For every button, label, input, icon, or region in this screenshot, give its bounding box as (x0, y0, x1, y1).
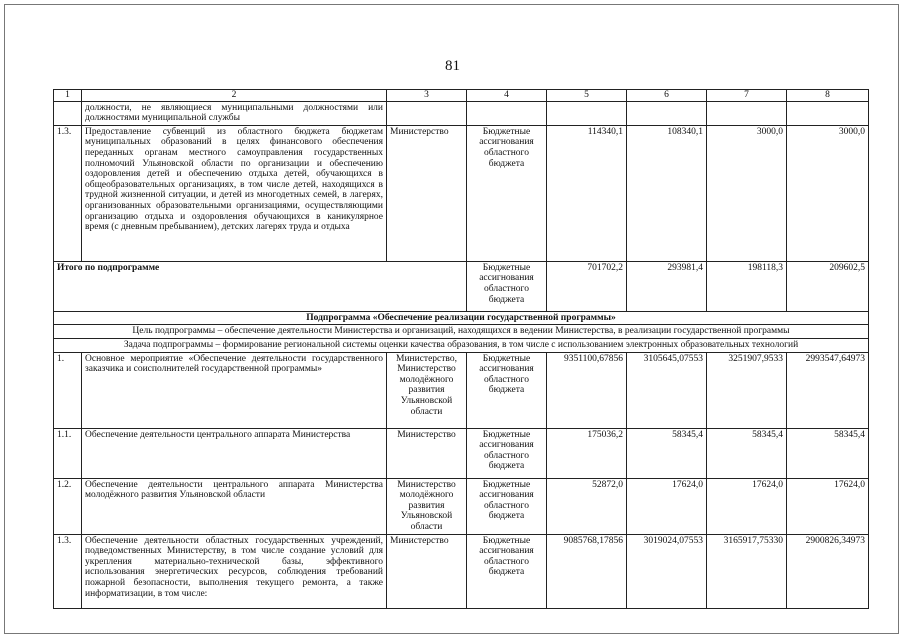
row-value-5: 9351100,67856 (547, 352, 627, 428)
row-value-5: 9085768,17856 (547, 534, 627, 608)
row-executor: Министерство, Министерство молодёжного развития Ульяновской области (387, 352, 467, 428)
row-value-7: 58345,4 (707, 428, 787, 478)
col-header-2: 2 (82, 90, 387, 102)
total-row (54, 261, 869, 311)
col-header-8: 8 (787, 90, 869, 102)
row-value-7: 3000,0 (707, 125, 787, 261)
table-row (54, 478, 869, 534)
subprogram-title: Подпрограмма «Обеспечение реализации государственной программы» (54, 311, 869, 325)
row-value-7: 3251907,9533 (707, 352, 787, 428)
table-row (54, 101, 869, 125)
row-value-7: 198118,3 (707, 261, 787, 311)
budget-table (53, 89, 869, 609)
row-number: 1.1. (54, 428, 82, 478)
row-source: Бюджетные ассигнования областного бюджета (467, 125, 547, 261)
header-row (54, 90, 869, 102)
row-number: 1. (54, 352, 82, 428)
row-value-5: 114340,1 (547, 125, 627, 261)
col-header-4: 4 (467, 90, 547, 102)
row-value-7: 17624,0 (707, 478, 787, 534)
row-value-8: 209602,5 (787, 261, 869, 311)
row-value-6: 3105645,07553 (627, 352, 707, 428)
row-source: Бюджетные ассигнования областного бюджета (467, 534, 547, 608)
row-value-8: 58345,4 (787, 428, 869, 478)
row-text: Предоставление субвенций из областного бюджета бюджетам муниципальных образований в целях финансового обеспечения переданных органам местного самоуправления государственных полномочий Ульяновской области по организации и обеспечению оздоровления детей и обеспечению отдыха детей, обучающихся в общеобразовательных организациях, в том числе детей, находящихся в трудной жизненной ситуации, и детей из многодетных семей, в лагерях, организованных образовательными организациями, осуществляющими организацию отдыха и оздоровления обучающихся в каникулярное время (с дневным пребыванием), детских лагерях труда и отдыха (82, 125, 387, 261)
row-number: 1.3. (54, 125, 82, 261)
subprogram-task: Задача подпрограммы – формирование региональной системы оценки качества образования, в том числе с использованием электронных образовательных технологий (54, 338, 869, 352)
page-number: 81 (445, 58, 460, 74)
row-text: Основное мероприятие «Обеспечение деятельности государственного заказчика и соисполнителей государственной программы» (82, 352, 387, 428)
table-row (54, 428, 869, 478)
row-value-6: 58345,4 (627, 428, 707, 478)
row-executor: Министерство (387, 428, 467, 478)
row-source: Бюджетные ассигнования областного бюджета (467, 428, 547, 478)
row-source: Бюджетные ассигнования областного бюджета (467, 261, 547, 311)
total-label: Итого по подпрограмме (54, 261, 467, 311)
row-number: 1.3. (54, 534, 82, 608)
row-value-6: 293981,4 (627, 261, 707, 311)
row-text: Обеспечение деятельности областных государственных учреждений, подведомственных Министерству, в том числе создание условий для укрепления материально-технической базы, эффективного использования энергетических ресурсов, соблюдения требований пожарной безопасности, выполнения текущего ремонта, а также информатизации, в том числе: (82, 534, 387, 608)
row-value-8: 17624,0 (787, 478, 869, 534)
table-row (54, 125, 869, 261)
row-value-6: 17624,0 (627, 478, 707, 534)
table-row (54, 534, 869, 608)
row-text: Обеспечение деятельности центрального аппарата Министерства (82, 428, 387, 478)
row-executor: Министерство (387, 534, 467, 608)
row-value-7: 3165917,75330 (707, 534, 787, 608)
goal-row (54, 325, 869, 339)
row-source: Бюджетные ассигнования областного бюджета (467, 478, 547, 534)
row-value-5: 175036,2 (547, 428, 627, 478)
row-value-5: 701702,2 (547, 261, 627, 311)
row-text: Обеспечение деятельности центрального аппарата Министерства молодёжного развития Ульяновской области (82, 478, 387, 534)
subprogram-goal: Цель подпрограммы – обеспечение деятельности Министерства и организаций, находящихся в ведении Министерства, в реализации государственной программы (54, 325, 869, 339)
col-header-7: 7 (707, 90, 787, 102)
row-text: должности, не являющиеся муниципальными должностями или должностями муниципальной службы (82, 101, 387, 125)
row-value-6: 3019024,07553 (627, 534, 707, 608)
row-value-6: 108340,1 (627, 125, 707, 261)
col-header-6: 6 (627, 90, 707, 102)
row-value-5: 52872,0 (547, 478, 627, 534)
subprogram-row (54, 311, 869, 325)
row-number: 1.2. (54, 478, 82, 534)
row-value-8: 2900826,34973 (787, 534, 869, 608)
row-executor: Министерство (387, 125, 467, 261)
col-header-5: 5 (547, 90, 627, 102)
col-header-3: 3 (387, 90, 467, 102)
row-source: Бюджетные ассигнования областного бюджета (467, 352, 547, 428)
row-value-8: 3000,0 (787, 125, 869, 261)
row-value-8: 2993547,64973 (787, 352, 869, 428)
task-row (54, 338, 869, 352)
col-header-1: 1 (54, 90, 82, 102)
row-executor: Министерство молодёжного развития Ульяновской области (387, 478, 467, 534)
table-row (54, 352, 869, 428)
